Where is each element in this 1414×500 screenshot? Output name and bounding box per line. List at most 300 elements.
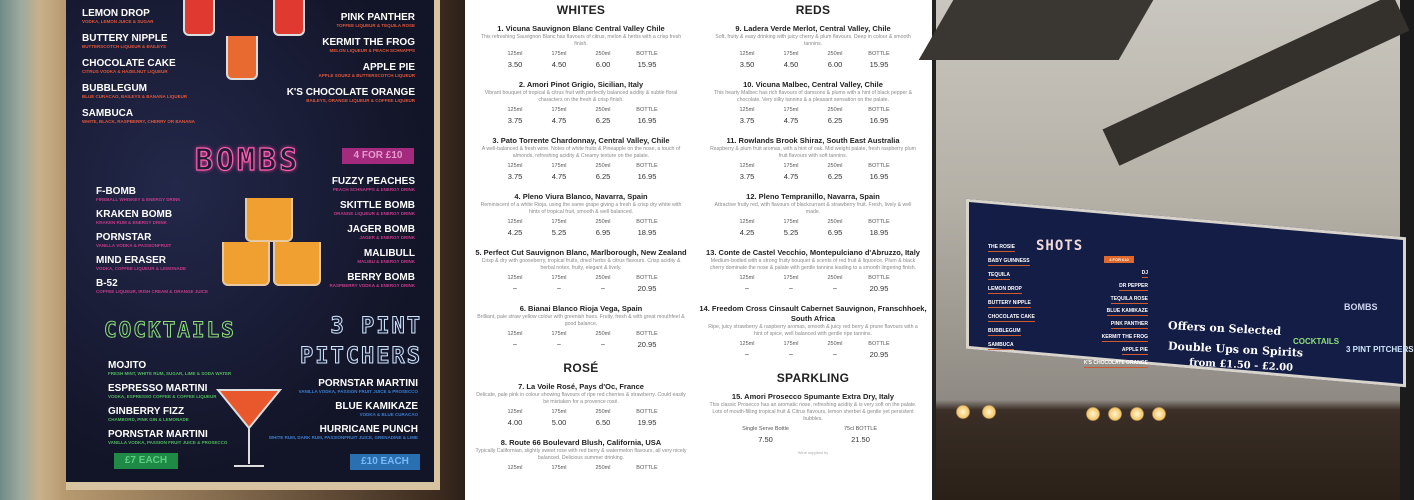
wine-title: 8. Route 66 Boulevard Blush, California, USA [500, 438, 662, 447]
menu-item [96, 255, 186, 272]
size-label: BOTTLE [636, 465, 658, 471]
menu-item-name: B-52 [96, 278, 118, 289]
size-label: 250ml [595, 163, 611, 169]
menu-item [336, 12, 415, 29]
menu-item [96, 278, 208, 295]
price: 4.50 [783, 60, 799, 69]
prices [465, 417, 697, 429]
price: 3.75 [507, 116, 523, 125]
price: 4.00 [507, 418, 523, 427]
light-bulb [982, 405, 996, 419]
size-label: 250ml [827, 107, 843, 113]
sign-menu-item: BLUE KAMIKAZE [1106, 308, 1148, 315]
menu-item-name: BLUE KAMIKAZE [335, 401, 418, 412]
price: ~ [556, 284, 562, 293]
price: 16.95 [637, 172, 657, 181]
price: ~ [832, 284, 838, 293]
price: ~ [600, 340, 606, 349]
price: 4.75 [783, 116, 799, 125]
wine-item [697, 136, 929, 183]
wine-item [465, 304, 697, 351]
price: 3.50 [739, 60, 755, 69]
menu-item [329, 272, 415, 289]
section-title-rose: ROSÉ [563, 361, 599, 375]
price: 7.50 [758, 435, 773, 444]
menu-item [334, 200, 415, 217]
wine-description: A well-balanced & fresh wine. Notes of white fruits & Pineapple on the nose, a touch of almonds, refreshing acidity & Creamy texture on the palate. [481, 146, 681, 159]
price: ~ [832, 350, 838, 359]
menu-item-description: BLUE CURACAO, BAILEYS & BANANA LIQUEUR [82, 94, 188, 99]
size-label: 175ml [551, 51, 567, 57]
size-label: BOTTLE [868, 107, 890, 113]
wine-item [465, 382, 697, 429]
size-label: 250ml [595, 275, 611, 281]
size-label: 175ml [551, 331, 567, 337]
price: 6.95 [595, 228, 611, 237]
size-label: 75cl BOTTLE [843, 426, 877, 432]
wine-description: Vibrant bouquet of tropical & citrus fruit with perfectly balanced acidity & subtle floral characters on the fresh & crisp finish. [484, 90, 678, 103]
price: 20.95 [637, 340, 657, 349]
size-labels [697, 162, 929, 171]
price: 4.75 [551, 172, 567, 181]
offer-line: from £1.50 - £2.00 [1188, 357, 1294, 374]
prices [465, 171, 697, 183]
sign-menu-item: LEMON DROP [988, 286, 1022, 292]
cocktails-title: COCKTAILS [1293, 337, 1340, 346]
menu-item [108, 360, 231, 377]
offer-line: Double Ups on Spirits [1167, 339, 1304, 360]
wine-item [697, 392, 929, 455]
menu-item-description: VODKA, LEMON JUICE & SUGAR [82, 19, 154, 24]
prices [465, 115, 697, 127]
size-label: 125ml [507, 51, 523, 57]
menu-item-description: BAILEYS, ORANGE LIQUEUR & COFFEE LIQUEUR [306, 98, 415, 103]
menu-item [357, 248, 415, 265]
wine-menu [465, 0, 936, 500]
size-label: 125ml [739, 275, 755, 281]
light-bulb [1152, 407, 1166, 421]
size-label: 175ml [551, 465, 567, 471]
menu-item-name: SAMBUCA [82, 108, 134, 119]
wine-title: 7. La Voile Rosé, Pays d'Oc, France [518, 382, 644, 391]
sign-menu-item: CHOCOLATE CAKE [988, 314, 1035, 320]
wine-title: 13. Conte de Castel Vecchio, Montepulciano d'Abruzzo, Italy [706, 248, 920, 257]
cocktails-price-badge: £7 EACH [114, 453, 178, 469]
size-label: 125ml [739, 219, 755, 225]
menu-item [82, 8, 154, 25]
price: 4.25 [507, 228, 523, 237]
size-label: BOTTLE [636, 163, 658, 169]
menu-item-description: WHITE RUM, DARK RUM, PASSIONFRUIT JUICE, GRENADINE & LIME [268, 435, 418, 440]
price: 18.95 [637, 228, 657, 237]
sign-menu-item: SAMBUCA [988, 342, 1014, 348]
prices [697, 349, 929, 361]
pitchers-title: 3 PINT PITCHERS [300, 314, 422, 369]
bar-ceiling-sign-photo [936, 0, 1414, 500]
menu-item-description: COFFEE LIQUEUR, IRISH CREAM & ORANGE JUICE [96, 289, 209, 294]
wine-description: Brilliant, pale straw yellow colour with greenish hues. Fruity, fresh & with great mouthfeel & good balance. [477, 314, 685, 327]
prices [697, 283, 929, 295]
menu-item [108, 429, 227, 446]
menu-item-name: ESPRESSO MARTINI [108, 383, 208, 394]
wine-description: Attractive fruity red, with flavours of blackcurrant & strawberry fruit. Fresh, lively & well made. [714, 202, 912, 215]
menu-item-description: RASPBERRY VODKA & ENERGY DRINK [329, 283, 415, 288]
menu-item-name: BUTTERY NIPPLE [82, 33, 168, 44]
menu-item [322, 37, 415, 54]
size-labels [697, 218, 929, 227]
prices [697, 171, 929, 183]
prices [465, 227, 697, 239]
size-label: 125ml [507, 219, 523, 225]
menu-item [287, 87, 415, 104]
size-label: 175ml [551, 409, 567, 415]
wine-item [697, 80, 929, 127]
menu-item-description: MELON LIQUEUR & PEACH SCHNAPPS [329, 48, 415, 53]
menu-item [108, 406, 189, 423]
price: 4.75 [551, 116, 567, 125]
size-label: 125ml [507, 275, 523, 281]
menu-item-name: PINK PANTHER [340, 12, 415, 23]
size-label: 250ml [827, 341, 843, 347]
menu-item [332, 176, 415, 193]
wine-item [697, 304, 929, 361]
light-bulb [1130, 407, 1144, 421]
menu-item-name: KRAKEN BOMB [96, 209, 173, 220]
wine-description: Raspberry & plum fruit aromas, with a hint of oak. Mid weight palate, fresh raspberry plum fruit flavours with soft tannins. [710, 146, 916, 159]
size-label: 175ml [551, 219, 567, 225]
wine-description: Reminiscent of a white Rioja, using the same grape giving a fresh & crisp dry white with hints of tropical fruit, smooth & well balanced. [480, 202, 682, 215]
menu-item [82, 83, 187, 100]
wine-description: Soft, fruity & easy drinking with juicy cherry & plum flavours. Deep in colour & smooth tannins. [715, 34, 911, 47]
size-label: 125ml [507, 465, 523, 471]
size-labels [697, 274, 929, 283]
sign-menu-item: TEQUILA [988, 272, 1010, 278]
wine-title: 15. Amori Prosecco Spumante Extra Dry, Italy [731, 392, 895, 401]
menu-item-description: MALIBU & ENERGY DRINK [357, 259, 415, 264]
size-label: 125ml [739, 51, 755, 57]
menu-item-description: FRESH MINT, WHITE RUM, SUGAR, LIME & SODA WATER [108, 371, 232, 376]
wine-item [465, 136, 697, 183]
size-label: 250ml [827, 219, 843, 225]
menu-item-name: HURRICANE PUNCH [319, 424, 418, 435]
size-label: 125ml [739, 107, 755, 113]
menu-item [318, 62, 415, 79]
bomb-glass-icon [273, 242, 321, 286]
menu-item [335, 401, 418, 418]
wine-title: 2. Amori Pinot Grigio, Sicilian, Italy [518, 80, 644, 89]
menu-item-name: LEMON DROP [82, 8, 150, 19]
pitchers-title: 3 PINT PITCHERS [1346, 345, 1414, 354]
size-label: 125ml [507, 331, 523, 337]
size-label: 125ml [507, 163, 523, 169]
menu-item [96, 209, 172, 226]
price: 15.95 [869, 60, 889, 69]
size-label: 250ml [595, 51, 611, 57]
menu-item-description: CITRUS VODKA & HAZELNUT LIQUEUR [82, 69, 168, 74]
menu-item [299, 378, 418, 395]
wine-item [465, 24, 697, 71]
menu-item-description: BUTTERSCOTCH LIQUEUR & BAILEYS [82, 44, 167, 49]
prices [465, 339, 697, 351]
wine-item [465, 248, 697, 295]
price: 3.75 [739, 116, 755, 125]
wine-title: 11. Rowlands Brook Shiraz, South East Australia [726, 136, 900, 145]
price: 21.50 [851, 435, 870, 444]
price: 5.00 [551, 418, 567, 427]
menu-item-name: JAGER BOMB [347, 224, 415, 235]
menu-item-name: SKITTLE BOMB [340, 200, 415, 211]
price: 16.95 [637, 116, 657, 125]
wine-title: 12. Pleno Tempranillo, Navarra, Spain [746, 192, 880, 201]
wine-item [697, 192, 929, 239]
size-label: BOTTLE [868, 51, 890, 57]
shot-glass-icon [273, 0, 305, 36]
section-title-whites: WHITES [556, 3, 606, 17]
pitchers-price-badge: £10 EACH [350, 454, 420, 470]
menu-item [82, 58, 176, 75]
size-label: 250ml [595, 331, 611, 337]
bombs-title: BOMBS [195, 143, 301, 178]
wine-description: This hearty Malbec has rich flavours of damsons & plums with a hint of black pepper & chocolate. Very silky tannins & a pleasant sensation on the palate. [713, 90, 913, 103]
menu-item-name: KERMIT THE FROG [322, 37, 415, 48]
shot-glass-icon [183, 0, 215, 36]
size-labels [465, 464, 697, 473]
menu-item-name: PORNSTAR MARTINI [318, 378, 418, 389]
light-bulb [956, 405, 970, 419]
price: ~ [512, 340, 518, 349]
size-label: 175ml [783, 219, 799, 225]
size-label: 175ml [551, 163, 567, 169]
menu-item-description: VODKA, ESPRESSO COFFEE & COFFEE LIQUEUR [108, 394, 217, 399]
menu-item-description: VODKA, COFFEE LIQUEUR & LEMONADE [96, 266, 187, 271]
price: ~ [556, 340, 562, 349]
size-label: BOTTLE [636, 409, 658, 415]
size-labels [465, 218, 697, 227]
size-label: 175ml [551, 107, 567, 113]
wine-description: This classic Prosecco has an aromatic nose, refreshing acidity & is very soft on the palate. Lots of mouth-filling tropical fruit & Citrus flavours, lemon sherbet & gentle yet persistent bubbles. [709, 402, 917, 422]
menu-item [82, 108, 195, 125]
wine-title: 6. Bianai Blanco Rioja Vega, Spain [519, 304, 643, 313]
prices [697, 59, 929, 71]
wine-title: 9. Ladera Verde Merlot, Central Valley, Chile [735, 24, 891, 33]
price: 4.25 [739, 228, 755, 237]
price: 3.75 [507, 172, 523, 181]
size-label: 250ml [827, 51, 843, 57]
menu-item-name: FUZZY PEACHES [331, 176, 415, 187]
wine-title: 14. Freedom Cross Cinsault Cabernet Sauvignon, Franschhoek, South Africa [699, 304, 927, 323]
wine-column-right [697, 0, 929, 464]
bar-menu-board-photo [0, 0, 465, 500]
menu-item [269, 424, 418, 441]
wine-item [697, 24, 929, 71]
size-label: 250ml [595, 409, 611, 415]
size-labels [697, 50, 929, 59]
size-labels [465, 50, 697, 59]
menu-item-name: MIND ERASER [96, 255, 167, 266]
price: 5.25 [551, 228, 567, 237]
price: ~ [744, 350, 750, 359]
menu-item-name: MALIBULL [363, 248, 415, 259]
size-label: 175ml [783, 275, 799, 281]
price: 4.50 [551, 60, 567, 69]
price: 20.95 [637, 284, 657, 293]
price: ~ [600, 284, 606, 293]
sign-menu-item: KERMIT THE FROG [1101, 334, 1148, 340]
wine-item [465, 438, 697, 473]
size-label: 175ml [783, 163, 799, 169]
wine-title: 10. Vicuna Malbec, Central Valley, Chile [743, 80, 883, 89]
price: 16.95 [869, 116, 889, 125]
sign-menu-item: TEQUILA ROSE [1110, 295, 1148, 302]
shots-title: SHOTS [1036, 238, 1084, 254]
size-label: 175ml [783, 341, 799, 347]
sign-menu-item: PINK PANTHER [1110, 321, 1148, 328]
menu-item-name: PORNSTAR MARTINI [108, 429, 208, 440]
menu-item-description: APPLE SOURZ & BUTTERSCOTCH LIQUEUR [318, 73, 415, 78]
size-labels [465, 330, 697, 339]
wine-description: Crisp & dry with gooseberry, tropical fruits, dried herbs & citrus flavours. Crisp acidity & herbal notes, fruity, elegant & lively. [481, 258, 681, 271]
footer-note: Wine supplied by [797, 450, 829, 455]
price: 6.25 [595, 172, 611, 181]
wine-description: Typically Californian, slightly sweet rose with red berry & watermelon flavours, all very nicely balanced. Delicious summer drinking. [475, 448, 687, 461]
cocktails-title: COCKTAILS [104, 318, 236, 342]
size-label: 250ml [827, 275, 843, 281]
size-label: 125ml [507, 107, 523, 113]
wine-column-left [465, 0, 697, 482]
size-label: BOTTLE [636, 107, 658, 113]
menu-item-description: VODKA & BLUE CURACAO [359, 412, 418, 417]
size-label: 175ml [551, 275, 567, 281]
size-label: Single Serve Bottle [742, 426, 789, 432]
size-label: 175ml [783, 107, 799, 113]
bomb-glass-icon [245, 198, 293, 242]
bombs-offer-badge: 4 FOR £10 [342, 148, 414, 164]
menu-item-description: PEACH SCHNAPPS & ENERGY DRINK [332, 187, 415, 192]
menu-item-description: ORANGE LIQUEUR & ENERGY DRINK [333, 211, 415, 216]
price: ~ [512, 284, 518, 293]
wine-item [465, 192, 697, 239]
wine-item [697, 248, 929, 295]
size-label: BOTTLE [636, 51, 658, 57]
price: 5.25 [783, 228, 799, 237]
size-label: 175ml [783, 51, 799, 57]
menu-item-description: CHAMBORD, PINK GIN & LEMONADE [108, 417, 189, 422]
menu-item-description: VANILLA VODKA, PASSION FRUIT JUICE & PROSECCO [298, 389, 418, 394]
menu-item [96, 232, 171, 249]
menu-item-name: APPLE PIE [362, 62, 415, 73]
price: 6.95 [827, 228, 843, 237]
price: ~ [744, 284, 750, 293]
price: 18.95 [869, 228, 889, 237]
price: 20.95 [869, 284, 889, 293]
menu-item-description: VANILLA VODKA & PASSIONFRUIT [96, 243, 172, 248]
size-labels [465, 162, 697, 171]
size-labels [465, 408, 697, 417]
menu-item-name: CHOCOLATE CAKE [82, 58, 176, 69]
section-title-reds: REDS [795, 3, 831, 17]
sign-menu-item: K'S CHOCOLATE ORANGE [1083, 359, 1148, 366]
light-bulb [1086, 407, 1100, 421]
menu-item [347, 224, 415, 241]
prices [697, 115, 929, 127]
size-label: 250ml [595, 465, 611, 471]
size-labels [697, 106, 929, 115]
wine-description: Medium-bodied with a strong fruity bouquet & scents of red fruit & liquorice. Plum & black cherry dominate the nose & palate with gentle tannins leading to a smooth lingering finish. [709, 258, 917, 271]
wine-description: Delicate, pale pink in colour showing flavours of ripe red cherries & strawberry. Could easily be mistaken for a provence rosé. [476, 392, 686, 405]
size-label: BOTTLE [636, 219, 658, 225]
size-label: BOTTLE [868, 219, 890, 225]
sign-menu-item: APPLE PIE [1121, 346, 1148, 353]
menu-item-name: MOJITO [108, 360, 147, 371]
price: 6.25 [595, 116, 611, 125]
menu-item-description: KRAKEN RUM & ENERGY DRINK [96, 220, 167, 225]
prices [697, 227, 929, 239]
menu-item-name: GINBERRY FIZZ [108, 406, 185, 417]
size-label: 125ml [507, 409, 523, 415]
offer-line: Offers on Selected [1167, 319, 1282, 338]
menu-item-description: FIREBALL WHISKEY & ENERGY DRINK [96, 197, 181, 202]
section-title-sparkling: SPARKLING [776, 371, 850, 385]
price: 6.25 [827, 116, 843, 125]
price: 6.50 [595, 418, 611, 427]
menu-item-name: BUBBLEGUM [82, 83, 147, 94]
price: 16.95 [869, 172, 889, 181]
light-bulb [1108, 407, 1122, 421]
menu-item-name: K'S CHOCOLATE ORANGE [286, 87, 415, 98]
size-label: BOTTLE [636, 331, 658, 337]
size-label: 125ml [739, 163, 755, 169]
size-labels [465, 106, 697, 115]
wine-title: 3. Pato Torrente Chardonnay, Central Valley, Chile [492, 136, 670, 145]
menu-item-description: JAGER & ENERGY DRINK [359, 235, 415, 240]
price: 19.95 [637, 418, 657, 427]
menu-item-name: PORNSTAR [96, 232, 152, 243]
sign-menu-item: DR PEPPER [1119, 282, 1148, 289]
price: 4.75 [783, 172, 799, 181]
size-label: BOTTLE [636, 275, 658, 281]
price: 15.95 [637, 60, 657, 69]
bombs-title: BOMBS [1344, 302, 1378, 312]
size-label: BOTTLE [868, 275, 890, 281]
wine-title: 4. Pleno Viura Blanco, Navarra, Spain [514, 192, 648, 201]
wine-title: 1. Vicuna Sauvignon Blanc Central Valley Chile [497, 24, 665, 33]
price: 3.75 [739, 172, 755, 181]
shot-glass-icon [226, 36, 258, 80]
price: 6.25 [827, 172, 843, 181]
menu-item-name: F-BOMB [96, 186, 136, 197]
ceiling-beam [919, 0, 1154, 60]
sign-menu-item: BUBBLEGUM [988, 328, 1021, 334]
overhead-menu-sign [966, 199, 1406, 387]
price: 6.00 [827, 60, 843, 69]
wine-item [465, 80, 697, 127]
menu-item-description: VANILLA VODKA, PASSION FRUIT JUICE & PROSECCO [108, 440, 228, 445]
price: ~ [788, 350, 794, 359]
size-label: BOTTLE [868, 341, 890, 347]
shots-offer-badge: 4 FOR £10 [1104, 256, 1134, 263]
menu-item [96, 186, 181, 203]
menu-item-description: WHITE, BLACK, RASPBERRY, CHERRY OR BANANA [82, 119, 195, 124]
size-label: 250ml [595, 107, 611, 113]
menu-item-name: BERRY BOMB [347, 272, 415, 283]
sign-menu-item: BABY GUINNESS [988, 258, 1030, 264]
menu-item [82, 33, 168, 50]
size-label: 125ml [739, 341, 755, 347]
size-labels [697, 340, 929, 349]
ceiling-beam [1103, 0, 1410, 166]
prices [465, 283, 697, 295]
size-label: 250ml [827, 163, 843, 169]
